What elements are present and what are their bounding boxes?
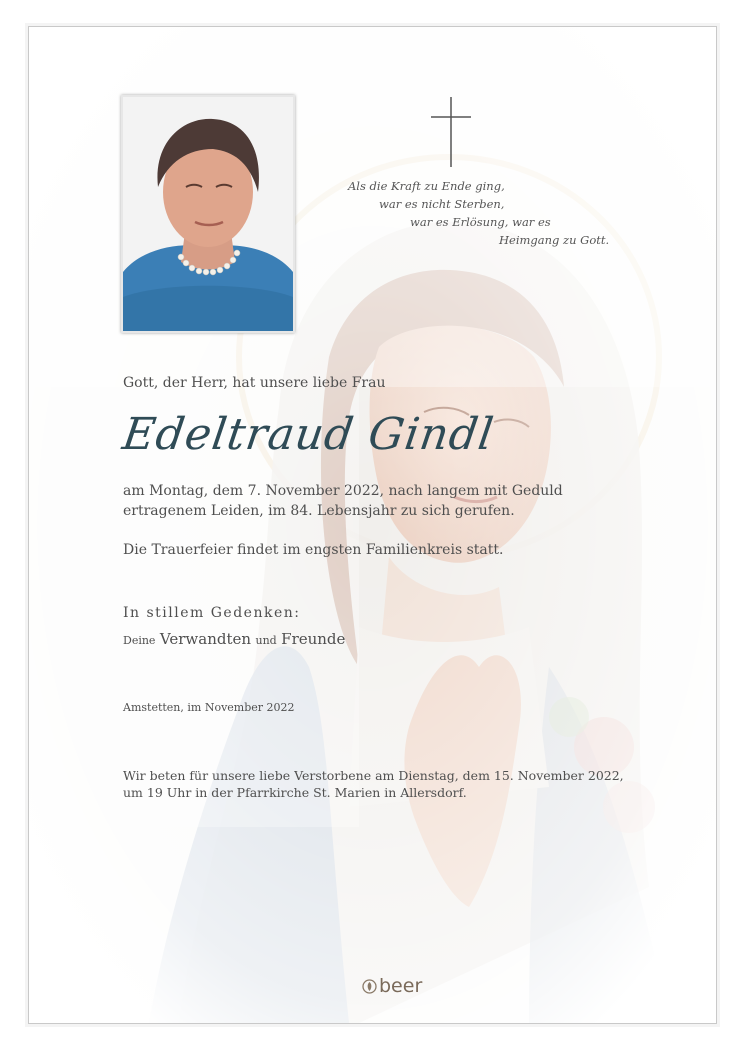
beer-logo (362, 975, 422, 997)
quote-line-4: Heimgang zu Gott. (499, 233, 610, 247)
deceased-name: Edeltraud Gindl (119, 409, 498, 460)
death-line-2: ertragenem Leiden, im 84. Lebensjahr zu sich gerufen. (123, 503, 515, 519)
memory-heading: In stillem Gedenken: (123, 605, 301, 621)
cross-icon (429, 97, 473, 167)
memory-word-relatives: Verwandten (159, 630, 252, 648)
memory-prefix: Deine (123, 634, 156, 647)
quote-line-2: war es nicht Sterben, (379, 197, 505, 211)
intro-text: Gott, der Herr, hat unsere liebe Frau (123, 375, 386, 391)
leaf-icon (362, 979, 377, 994)
quote-line-3: war es Erlösung, war es (410, 215, 551, 229)
memory-signature (123, 630, 345, 648)
portrait-photo (121, 95, 295, 333)
parte-card (28, 26, 717, 1024)
death-line-1: am Montag, dem 7. November 2022, nach langem mit Geduld (123, 483, 563, 499)
ceremony-text: Die Trauerfeier findet im engsten Familienkreis statt. (123, 542, 504, 558)
prayer-line-1: Wir beten für unsere liebe Verstorbene am Dienstag, dem 15. November 2022, (123, 768, 624, 783)
quote-line-1: Als die Kraft zu Ende ging, (348, 179, 505, 193)
prayer-line-2: um 19 Uhr in der Pfarrkirche St. Marien in Allersdorf. (123, 785, 467, 800)
memory-conjunction: und (255, 634, 277, 647)
place-date: Amstetten, im November 2022 (123, 701, 295, 714)
logo-text: beer (379, 975, 423, 997)
memory-word-friends: Freunde (281, 630, 346, 648)
